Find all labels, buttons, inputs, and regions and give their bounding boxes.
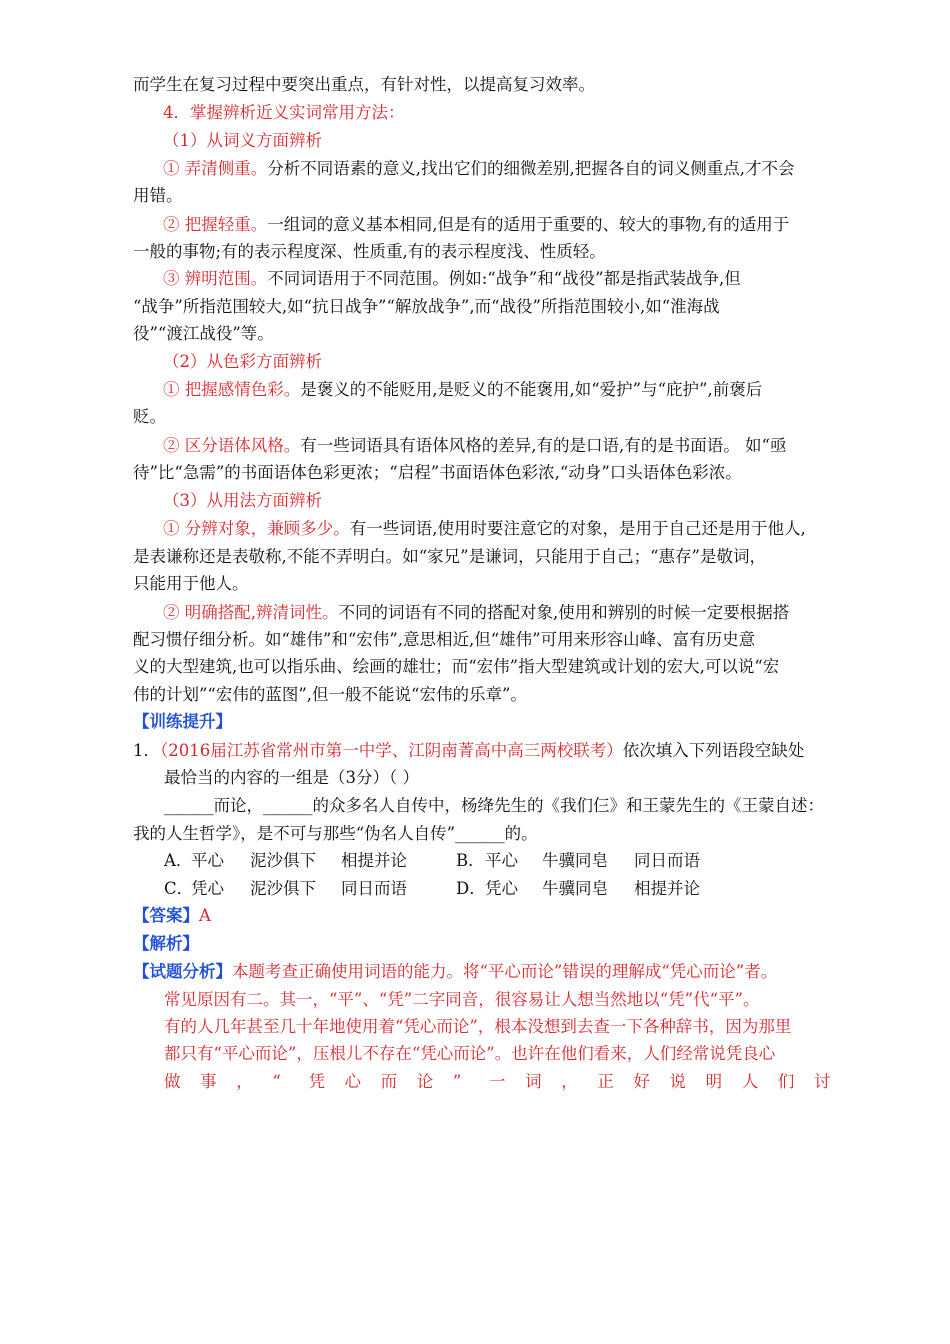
option-a-word3: 相提并论 <box>341 851 407 870</box>
item-3-1-cont2: 只能用于他人。 <box>133 574 249 593</box>
subsection-3-heading: （3）从用法方面辨析 <box>163 491 322 510</box>
item-3-1 <box>163 518 806 540</box>
question-stem-cont: 最恰当的内容的一组是（3分）（ ） <box>164 768 419 787</box>
item-3-2-cont3: 伟的计划”“宏伟的蓝图”,但一般不能说“宏伟的乐章”。 <box>133 685 527 704</box>
analysis-text: 本题考查正确使用词语的能力。将“平心而论”错误的理解成“凭心而论”者。 <box>232 962 778 981</box>
analysis-line-5-char: 们 <box>777 1072 795 1091</box>
section-4-heading: 4．掌握辨析近义实词常用方法： <box>163 103 405 122</box>
question-stem: 依次填入下列语段空缺处 <box>622 741 805 760</box>
item-1-3-cont2: 役”“渡江战役”等。 <box>133 324 274 343</box>
subsection-2-heading: （2）从色彩方面辨析 <box>163 352 322 371</box>
item-text: 有一些词语具有语体风格的差异,有的是口语,有的是书面语。 如“亟 <box>300 436 787 455</box>
item-2-2-cont: 待”比“急需”的书面语体色彩更浓；“启程”书面语体色彩浓,“动身”口头语体色彩浓。 <box>133 463 742 482</box>
intro-line: 而学生在复习过程中要突出重点，有针对性，以提高复习效率。 <box>133 75 595 94</box>
subsection-1-heading: （1）从词义方面辨析 <box>163 131 322 150</box>
option-b-word3: 同日而语 <box>634 851 700 870</box>
answer-label: 【答案】 <box>133 906 199 925</box>
analysis-line-5-char: ， <box>236 1072 253 1091</box>
item-3-2-cont: 配习惯仔细分析。如“雄伟”和“宏伟”,意思相近,但“雄伟”可用来形容山峰、富有历史意 <box>133 630 756 649</box>
analysis-line-3: 有的人几年甚至几十年地使用着“凭心而论”，根本没想到去查一下各种辞书，因为那里 <box>164 1017 792 1036</box>
analysis-line-5-char: 人 <box>741 1072 759 1091</box>
item-3-2 <box>163 602 789 624</box>
analysis-line-5-char: 词 <box>525 1072 542 1091</box>
option-b-letter: B． <box>456 851 485 870</box>
question-passage: ______而论，______的众多名人自传中，杨绛先生的《我们仨》和王蒙先生的《王蒙自述： <box>164 796 824 815</box>
analysis-line-5-char: 心 <box>344 1072 362 1091</box>
analysis-line-5 <box>164 1071 831 1093</box>
analysis-line-5-char: 凭 <box>308 1072 325 1091</box>
item-label: ② 把握轻重。 <box>163 215 268 234</box>
option-d-letter: D． <box>456 879 486 898</box>
item-label: ② 明确搭配,辨清词性。 <box>163 603 339 622</box>
analysis-line-5-char: 做 <box>164 1072 181 1091</box>
analysis-line-5-char: 正 <box>597 1072 614 1091</box>
analysis-line-2: 常见原因有二。其一，“平”、“凭”二字同音，很容易让人想当然地以“凭”代“平”。 <box>164 990 760 1009</box>
item-text: 不同词语用于不同范围。例如:“战争”和“战役”都是指武装战争,但 <box>267 269 741 288</box>
option-d-word1: 凭心 <box>485 879 518 898</box>
answer-line <box>133 905 211 927</box>
option-d-word2: 牛骥同皂 <box>542 879 608 898</box>
item-1-2-cont: 一般的事物;有的表示程度深、性质重,有的表示程度浅、性质轻。 <box>133 242 606 261</box>
analysis-line-5-char: 事 <box>200 1072 217 1091</box>
item-label: ① 把握感情色彩。 <box>163 380 301 399</box>
option-a-word1: 平心 <box>191 851 224 870</box>
analysis-label: 【解析】 <box>133 934 199 953</box>
item-text: 是褒义的不能贬用,是贬义的不能褒用,如“爱护”与“庇护”,前褒后 <box>300 380 763 399</box>
analysis-line-1 <box>133 961 777 983</box>
option-c-word2: 泥沙俱下 <box>250 879 316 898</box>
item-3-1-cont: 是表谦称还是表敬称,不能不弄明白。如“家兄”是谦词，只能用于自己；“惠存”是敬词， <box>133 547 766 566</box>
item-label: ① 弄清侧重。 <box>163 159 268 178</box>
item-1-1-cont: 用错。 <box>133 186 183 205</box>
analysis-line-5-char: 说 <box>669 1072 687 1091</box>
option-b-word1: 平心 <box>485 851 518 870</box>
option-row-cd <box>164 878 724 900</box>
item-text: 分析不同语素的意义,找出它们的细微差别,把握各自的词义侧重点,才不会 <box>267 159 795 178</box>
training-heading: 【训练提升】 <box>133 712 232 731</box>
analysis-line-5-char: 一 <box>489 1072 506 1091</box>
analysis-line-5-char: 而 <box>380 1072 398 1091</box>
question-1-line <box>133 740 804 762</box>
item-text: 不同的词语有不同的搭配对象,使用和辨别的时候一定要根据搭 <box>338 603 790 622</box>
item-3-2-cont2: 义的大型建筑,也可以指乐曲、绘画的雄壮；而“宏伟”指大型建筑或计划的宏大,可以说“宏 <box>133 657 780 676</box>
item-label: ② 区分语体风格。 <box>163 436 301 455</box>
item-1-3 <box>163 268 741 290</box>
analysis-line-5-char: ， <box>561 1072 578 1091</box>
item-label: ① 分辨对象，兼顾多少。 <box>163 519 350 538</box>
option-row-ab <box>164 850 724 872</box>
item-2-1-cont: 贬。 <box>133 407 166 426</box>
question-source: （2016届江苏省常州市第一中学、江阴南菁高中高三两校联考） <box>160 741 623 760</box>
item-text: 有一些词语,使用时要注意它的对象，是用于自己还是用于他人, <box>349 519 806 538</box>
item-2-2 <box>163 435 786 457</box>
analysis-line-5-char: “ <box>272 1072 281 1091</box>
answer-value: A <box>199 906 211 925</box>
analysis-line-5-char: 讨 <box>814 1072 831 1091</box>
analysis-line-5-char: 好 <box>633 1072 650 1091</box>
question-number: 1． <box>133 741 160 760</box>
option-c-word1: 凭心 <box>191 879 224 898</box>
option-a-letter: A． <box>164 851 193 870</box>
item-1-3-cont: “战争”所指范围较大,如“抗日战争”“解放战争”,而“战役”所指范围较小,如“淮海战 <box>133 297 720 316</box>
analysis-head: 【试题分析】 <box>133 962 232 981</box>
option-c-letter: C． <box>164 879 194 898</box>
analysis-line-5-char: ” <box>452 1072 462 1091</box>
question-passage-cont: 我的人生哲学》，是不可与那些“伪名人自传”______的。 <box>133 824 538 843</box>
analysis-line-4: 都只有“平心而论”，压根儿不存在“凭心而论”。也许在他们看来，人们经常说凭良心 <box>164 1044 776 1063</box>
option-c-word3: 同日而语 <box>341 879 407 898</box>
option-a-word2: 泥沙俱下 <box>250 851 316 870</box>
item-label: ③ 辨明范围。 <box>163 269 268 288</box>
item-2-1 <box>163 379 762 401</box>
item-1-1 <box>163 158 795 180</box>
option-b-word2: 牛骥同皂 <box>542 851 608 870</box>
analysis-line-5-char: 论 <box>416 1072 434 1091</box>
analysis-line-5-char: 明 <box>705 1072 723 1091</box>
item-1-2 <box>163 214 789 236</box>
option-d-word3: 相提并论 <box>634 879 700 898</box>
item-text: 一组词的意义基本相同,但是有的适用于重要的、较大的事物,有的适用于 <box>267 215 790 234</box>
